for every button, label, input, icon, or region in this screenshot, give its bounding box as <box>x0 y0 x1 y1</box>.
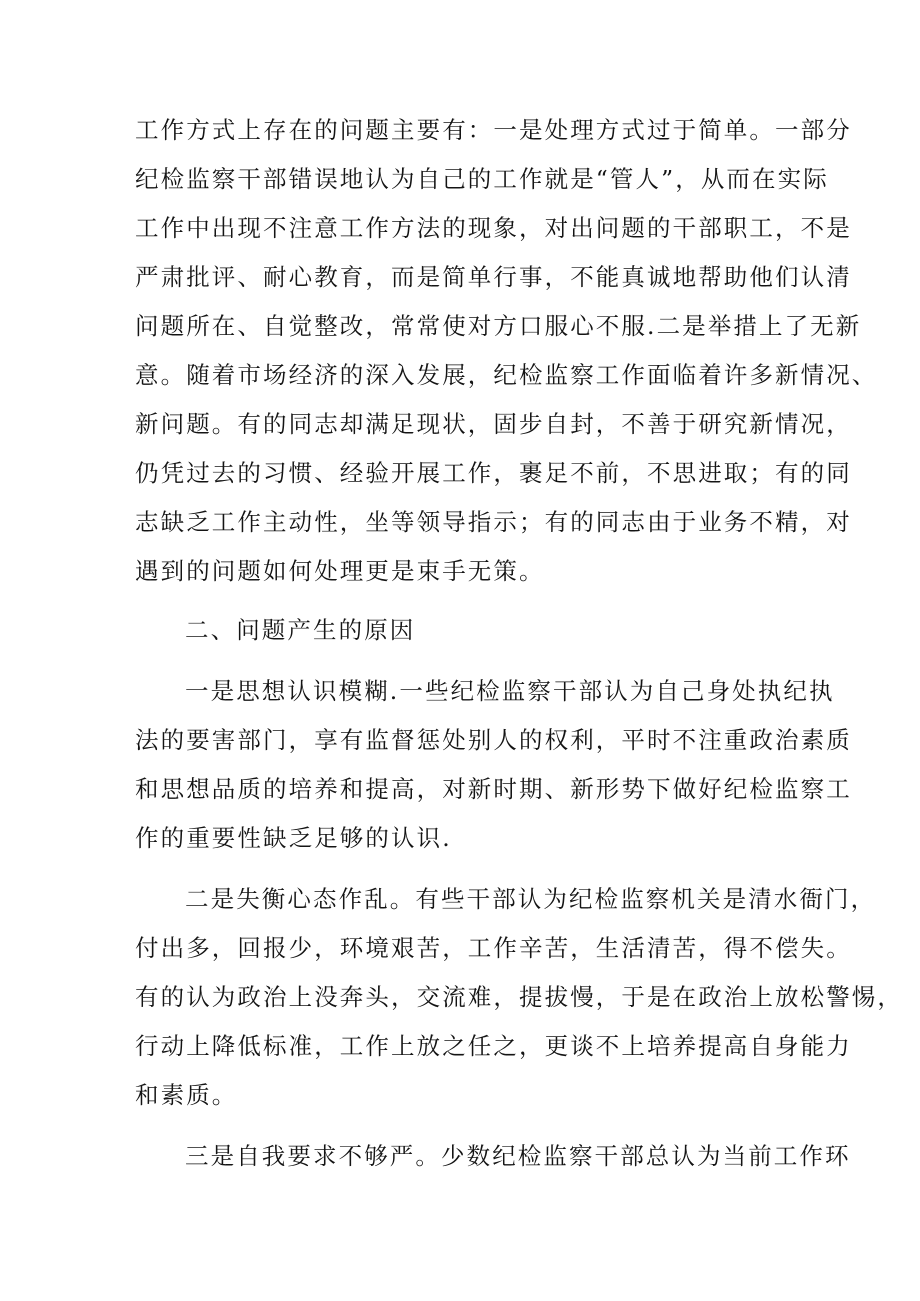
text-line: 行动上降低标准，工作上放之任之，更谈不上培养提高自身能力 <box>135 1032 852 1060</box>
text-line: 纪检监察干部错误地认为自己的工作就是“管人”，从而在实际 <box>135 165 829 193</box>
text-line: 二是失衡心态作乱。有些干部认为纪检监察机关是清水衙门， <box>185 885 877 913</box>
text-line: 作的重要性缺乏足够的认识. <box>135 824 452 852</box>
text-line: 工作中出现不注意工作方法的现象，对出问题的干部职工，不是 <box>135 214 852 242</box>
text-line: 新问题。有的同志却满足现状，固步自封，不善于研究新情况， <box>135 410 852 438</box>
text-line: 意。随着市场经济的深入发展，纪检监察工作面临着许多新情况、 <box>135 361 878 389</box>
text-line: 和思想品质的培养和提高，对新时期、新形势下做好纪检监察工 <box>135 775 852 803</box>
text-line: 遇到的问题如何处理更是束手无策。 <box>135 557 545 585</box>
text-line: 志缺乏工作主动性，坐等领导指示；有的同志由于业务不精，对 <box>135 508 852 536</box>
text-line: 法的要害部门，享有监督惩处别人的权利，平时不注重政治素质 <box>135 726 852 754</box>
section-heading: 二、问题产生的原因 <box>185 616 416 644</box>
text-line: 有的认为政治上没奔头，交流难，提拔慢，于是在政治上放松警惕， <box>135 983 903 1011</box>
text-line: 一是思想认识模糊.一些纪检监察干部认为自己身处执纪执 <box>185 677 835 705</box>
text-line: 问题所在、自觉整改，常常使对方口服心不服.二是举措上了无新 <box>135 312 862 340</box>
text-line: 和素质。 <box>135 1081 238 1109</box>
text-line: 严肃批评、耐心教育，而是简单行事，不能真诚地帮助他们认清 <box>135 263 852 291</box>
text-line: 工作方式上存在的问题主要有：一是处理方式过于简单。一部分 <box>135 116 852 144</box>
text-line: 付出多，回报少，环境艰苦，工作辛苦，生活清苦，得不偿失。 <box>135 934 852 962</box>
text-line: 仍凭过去的习惯、经验开展工作，裹足不前，不思进取；有的同 <box>135 459 852 487</box>
text-line: 三是自我要求不够严。少数纪检监察干部总认为当前工作环 <box>185 1142 851 1170</box>
